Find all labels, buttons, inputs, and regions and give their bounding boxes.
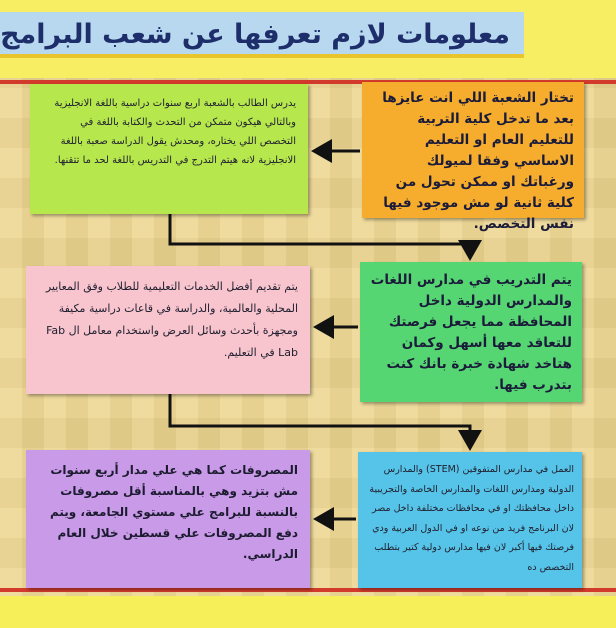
choose-department-text: تختار الشعبة اللي انت عايزها بعد ما تدخل كلية التربية للتعليم العام او التعليم الاساسي وفقا لميولك ورغباتك او ممكن تحول من كلية ثانية لو مش موجود فيها نفس التخصص. [382,90,574,232]
jobs-text: العمل في مدارس المتفوقين (STEM) والمدارس الدولية ومدارس اللغات والمدارس الخاصة والتجريبية داخل محافظتك او في محافظات مختلفة داخل مصر لان البرنامج فريد من نوعه او في الدول العربية ودي فرصتك فيها أكبر لان فيها مدارس دولية كتير بتطلب التخصص ده [369,464,574,573]
fees-text: المصروفات كما هي علي مدار أربع سنوات مش بتزيد وهي بالمناسبة أقل مصروفات بالنسبة للبرامج علي مستوي الجامعة، ويتم دفع المصروفات علي قسطين خلال العام الدراسي. [49,463,298,561]
arrow-lime-to-green [170,214,470,258]
page-title: معلومات لازم تعرفها عن شعب البرامج [0,19,510,50]
study-english-text: يدرس الطالب بالشعبة اربع سنوات دراسية باللغة الانجليزية وبالتالي هيكون متمكن من التحدث والكتابة باللغة في التخصص اللي يختاره، ومحدش يقول الدراسة صعبة باللغة الانجليزية لانه هيتم التدرج في التدريس باللغة لحد ما تتقنها. [54,98,296,166]
arrow-pink-to-blue [170,394,470,448]
services-text: يتم تقديم أفضل الخدمات التعليمية للطلاب وفق المعايير المحلية والعالمية، والدراسة في قاعات دراسية مكيفة ومجهزة بأحدث وسائل العرض واستخدام معامل ال Fab Lab في التعليم. [45,280,298,359]
training-text: يتم التدريب في مدارس اللغات والمدارس الدولية داخل المحافظة مما يجعل فرصتك للتعاقد معها أسهل وكمان هتاخد شهادة خبرة بانك كنت بتدرب فيها. [370,272,572,393]
